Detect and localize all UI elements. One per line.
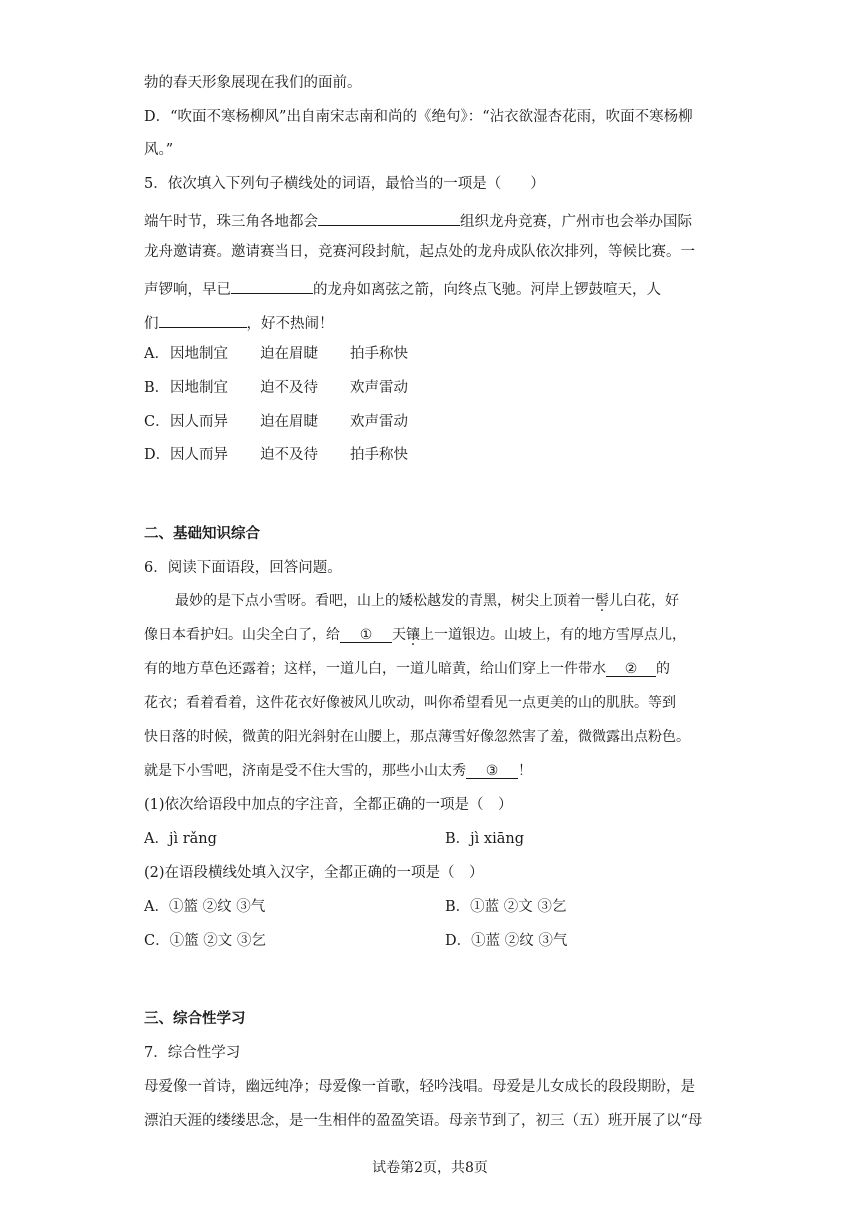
option-word: 因地制宜 bbox=[170, 346, 228, 362]
option-label: B． bbox=[144, 380, 170, 396]
dotted-char: 镶 bbox=[406, 627, 420, 643]
dotted-char: 髻 bbox=[595, 593, 609, 609]
q5-option-a[interactable] bbox=[144, 344, 408, 364]
option-word: 因地制宜 bbox=[170, 380, 228, 396]
option-label: B． bbox=[445, 831, 471, 847]
q5-option-b[interactable] bbox=[144, 378, 408, 398]
passage-line: 花衣；看着看着，这件花衣好像被风儿吹动，叫你希望看见一点更美的山的肌肤。等到 bbox=[144, 695, 676, 711]
option-word: 迫在眉睫 bbox=[260, 346, 318, 362]
q5-text: 声锣响，早已 bbox=[144, 282, 231, 298]
question-7-stem: 7．综合性学习 bbox=[144, 1045, 241, 1061]
option-text: ①篮 ②纹 ③气 bbox=[168, 899, 266, 915]
passage-line: 快日落的时候，微黄的阳光斜射在山腰上，那点薄雪好像忽然害了羞，微微露出点粉色。 bbox=[144, 729, 690, 745]
text-line: 母爱像一首诗，幽远纯净；母爱像一首歌，轻吟浅唱。母爱是儿女成长的段段期盼，是 bbox=[144, 1079, 695, 1095]
option-word: 拍手称快 bbox=[350, 346, 408, 362]
option-label: A． bbox=[144, 346, 169, 362]
option-word: 因人而异 bbox=[170, 414, 228, 430]
passage-text: 上一道银边。山坡上，有的地方雪厚点儿， bbox=[420, 627, 686, 643]
passage-text: ！ bbox=[518, 763, 532, 779]
option-label: C． bbox=[144, 414, 170, 430]
fill-blank bbox=[231, 276, 313, 294]
q5-paragraph-line: 龙舟邀请赛。邀请赛当日，竞赛河段封航，起点处的龙舟成队依次排列，等候比赛。一 bbox=[144, 244, 695, 260]
passage-line bbox=[144, 761, 532, 781]
q5-option-c[interactable] bbox=[144, 412, 408, 432]
sub1-option-b[interactable] bbox=[445, 829, 524, 849]
text-line: 风。” bbox=[144, 142, 174, 158]
option-word: 迫在眉睫 bbox=[260, 414, 318, 430]
q5-paragraph-line bbox=[144, 310, 334, 334]
passage-line bbox=[144, 625, 686, 645]
option-label: D． bbox=[445, 933, 472, 949]
option-word: 欢声雷动 bbox=[350, 380, 408, 396]
sub1-option-a[interactable] bbox=[144, 829, 217, 849]
option-word: 迫不及待 bbox=[260, 447, 318, 463]
option-text: ①篮 ②文 ③乞 bbox=[169, 933, 266, 949]
option-label: B． bbox=[445, 899, 471, 915]
sub2-option-c[interactable] bbox=[144, 931, 266, 951]
q5-text: ，好不热闹！ bbox=[246, 316, 334, 332]
option-word: 因人而异 bbox=[170, 447, 228, 463]
question-5-stem: 5．依次填入下列句子横线处的词语，最恰当的一项是（ ） bbox=[144, 176, 545, 192]
option-d-line: D．“吹面不寒杨柳风”出自南宋志南和尚的《绝句》：“沾衣欲湿杏花雨，吹面不寒杨柳 bbox=[144, 109, 693, 125]
sub2-option-b[interactable] bbox=[445, 897, 566, 917]
question-6-stem: 6．阅读下面语段，回答问题。 bbox=[144, 560, 342, 576]
fill-blank bbox=[159, 310, 247, 328]
option-word: 迫不及待 bbox=[260, 380, 318, 396]
option-label: A． bbox=[144, 899, 169, 915]
sub-question-1-stem: (1)依次给语段中加点的字注音，全都正确的一项是（ ） bbox=[144, 797, 513, 813]
q5-text: 的龙舟如离弦之箭，向终点飞驰。河岸上锣鼓喧天，人 bbox=[313, 282, 661, 298]
fill-blank-3: ③ bbox=[466, 761, 518, 779]
q5-text: 组织龙舟竞赛，广州市也会举办国际 bbox=[460, 214, 692, 230]
section-heading: 三、综合性学习 bbox=[144, 1011, 246, 1027]
passage-text: 有的地方草色还露着；这样，一道儿白，一道儿暗黄，给山们穿上一件带水 bbox=[144, 661, 606, 677]
passage-text: 的 bbox=[656, 661, 670, 677]
fill-blank-1: ① bbox=[340, 625, 392, 643]
option-text: jì xiāng bbox=[470, 831, 524, 847]
sub2-option-d[interactable] bbox=[445, 931, 567, 951]
fill-blank bbox=[318, 208, 460, 226]
passage-line bbox=[175, 591, 679, 611]
passage-text: 最妙的是下点小雪呀。看吧，山上的矮松越发的青黑，树尖上顶着一 bbox=[175, 593, 595, 609]
option-word: 欢声雷动 bbox=[350, 414, 408, 430]
option-label: D． bbox=[144, 447, 171, 463]
passage-text: 就是下小雪吧，济南是受不住大雪的，那些小山太秀 bbox=[144, 763, 466, 779]
section-heading: 二、基础知识综合 bbox=[144, 526, 260, 542]
q5-text: 端午时节，珠三角各地都会 bbox=[144, 214, 318, 230]
passage-text: 像日本看护妇。山尖全白了，给 bbox=[144, 627, 340, 643]
q5-paragraph-line bbox=[144, 276, 661, 300]
q5-option-d[interactable] bbox=[144, 445, 408, 465]
fill-blank-2: ② bbox=[606, 659, 656, 677]
option-word: 拍手称快 bbox=[350, 447, 408, 463]
option-label: A． bbox=[144, 831, 169, 847]
option-text: ①蓝 ②纹 ③气 bbox=[471, 933, 568, 949]
q5-text: 们 bbox=[144, 316, 159, 332]
sub2-option-a[interactable] bbox=[144, 897, 265, 917]
passage-line bbox=[144, 659, 670, 679]
passage-text: 儿白花，好 bbox=[609, 593, 679, 609]
q5-paragraph-line bbox=[144, 208, 692, 232]
option-text: jì rǎng bbox=[168, 831, 217, 847]
text-line: 漂泊天涯的缕缕思念，是一生相伴的盈盈笑语。母亲节到了，初三（五）班开展了以“母 bbox=[144, 1113, 703, 1129]
sub-question-2-stem: (2)在语段横线处填入汉字，全都正确的一项是（ ） bbox=[144, 865, 484, 881]
page-footer: 试卷第2页，共8页 bbox=[372, 1160, 488, 1176]
option-text: ①蓝 ②文 ③乞 bbox=[470, 899, 567, 915]
option-label: C． bbox=[144, 933, 170, 949]
text-line: 勃的春天形象展现在我们的面前。 bbox=[144, 75, 362, 91]
passage-text: 天 bbox=[392, 627, 406, 643]
